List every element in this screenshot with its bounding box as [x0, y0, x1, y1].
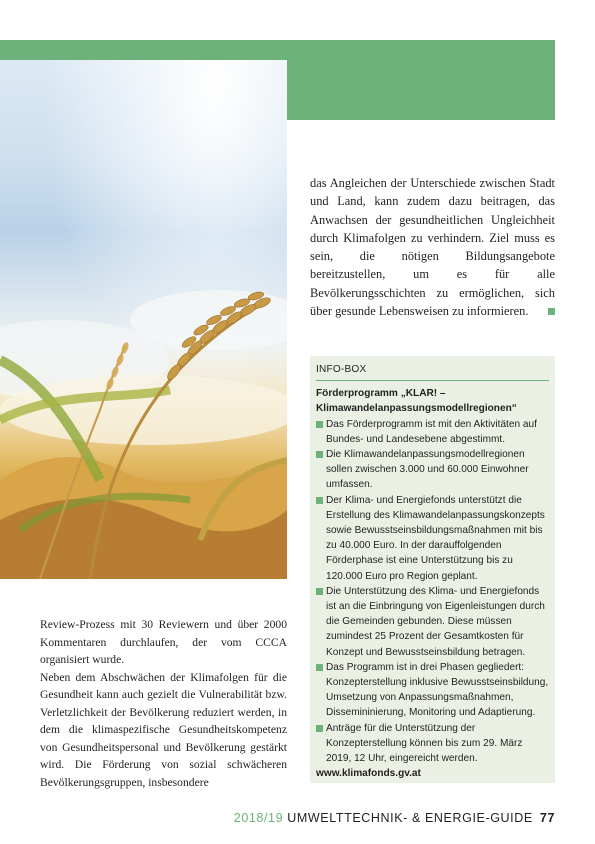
- info-box-title: Förderprogramm „KLAR! – Klimawandelanpassungsmodellregionen“: [316, 388, 517, 415]
- page-footer: [234, 811, 555, 825]
- paragraph-2: Neben dem Abschwächen der Klimafolgen für die Gesundheit kann auch gezielt die Vulnerabilität bzw. Verletzlichkeit der Bevölkerung reduziert werden, in dem die klimaspezifische Gesundheitskompetenz von Gesundheitspersonal und Bevölkerung gestärkt wird. Die Förderung von sozial schwächeren Bevölkerungsgruppen, insbesondere: [40, 670, 287, 789]
- footer-publication-title: UMWELTTECHNIK- & ENERGIE-GUIDE: [287, 811, 533, 825]
- body-text-left: [40, 616, 287, 791]
- wheat-field-image: [0, 60, 287, 579]
- info-box-item: Das Förderprogramm ist mit den Aktivitäten auf Bundes- und Landesebene abgestimmt.: [316, 417, 549, 447]
- page-number: 77: [539, 811, 555, 825]
- footer-year: 2018/19: [233, 811, 284, 825]
- article-end-square-icon: [548, 308, 555, 315]
- body-text-right: [310, 174, 555, 320]
- info-box-list: [316, 417, 549, 767]
- wheat-field-illustration: [0, 60, 287, 579]
- info-box-website-link[interactable]: www.klimafonds.gv.at: [316, 768, 421, 780]
- info-box-label: INFO-BOX: [316, 362, 549, 381]
- info-box-item: Das Programm ist in drei Phasen gegliedert: Konzepterstellung inklusive Bewusstseinsbildung, Umsetzung von Anpassungsmaßnahmen, Dissemininierung, Monitoring und Adaptierung.: [316, 660, 549, 721]
- info-box-item: Anträge für die Unterstützung der Konzepterstellung können bis zum 29. März 2019, 12 Uhr, eingereicht werden.: [316, 721, 549, 767]
- info-box-item: Die Unterstützung des Klima- und Energiefonds ist an die Einbringung von Eigenleistungen durch die Gemeinden gebunden. Diese müssen zumindest 25 Prozent der Gesamtkosten für Konzept und Bewusstseinsbildung betragen.: [316, 584, 549, 660]
- paragraph-1: Review-Prozess mit 30 Reviewern und über 2000 Kommentaren durchlaufen, der vom CCCA organisiert wurde.: [40, 618, 287, 666]
- info-box-item: Der Klima- und Energiefonds unterstützt die Erstellung des Klimawandelanpassungskonzepts sowie Bewusstseinsbildungsmaßnahmen mit bis zu 40.000 Euro. In der darauffolgenden Förderphase ist eine Unterstützung bis zu 120.000 Euro pro Region geplant.: [316, 493, 549, 584]
- info-box: [310, 356, 555, 783]
- body-text-right-content: das Angleichen der Unterschiede zwischen Stadt und Land, kann zudem dazu beitragen, das Anwachsen der gesundheitlichen Ungleichheit durch Klimafolgen zu verhindern. Ziel muss es sein, die nötigen Bildungsangebote bereitzustellen, um es für alle Bevölkerungsschichten zu ermöglichen, sich über gesunde Lebensweisen zu informieren.: [310, 176, 555, 319]
- info-box-item: Die Klimawandelanpassungsmodellregionen sollen zwischen 3.000 und 60.000 Einwohner umfassen.: [316, 447, 549, 493]
